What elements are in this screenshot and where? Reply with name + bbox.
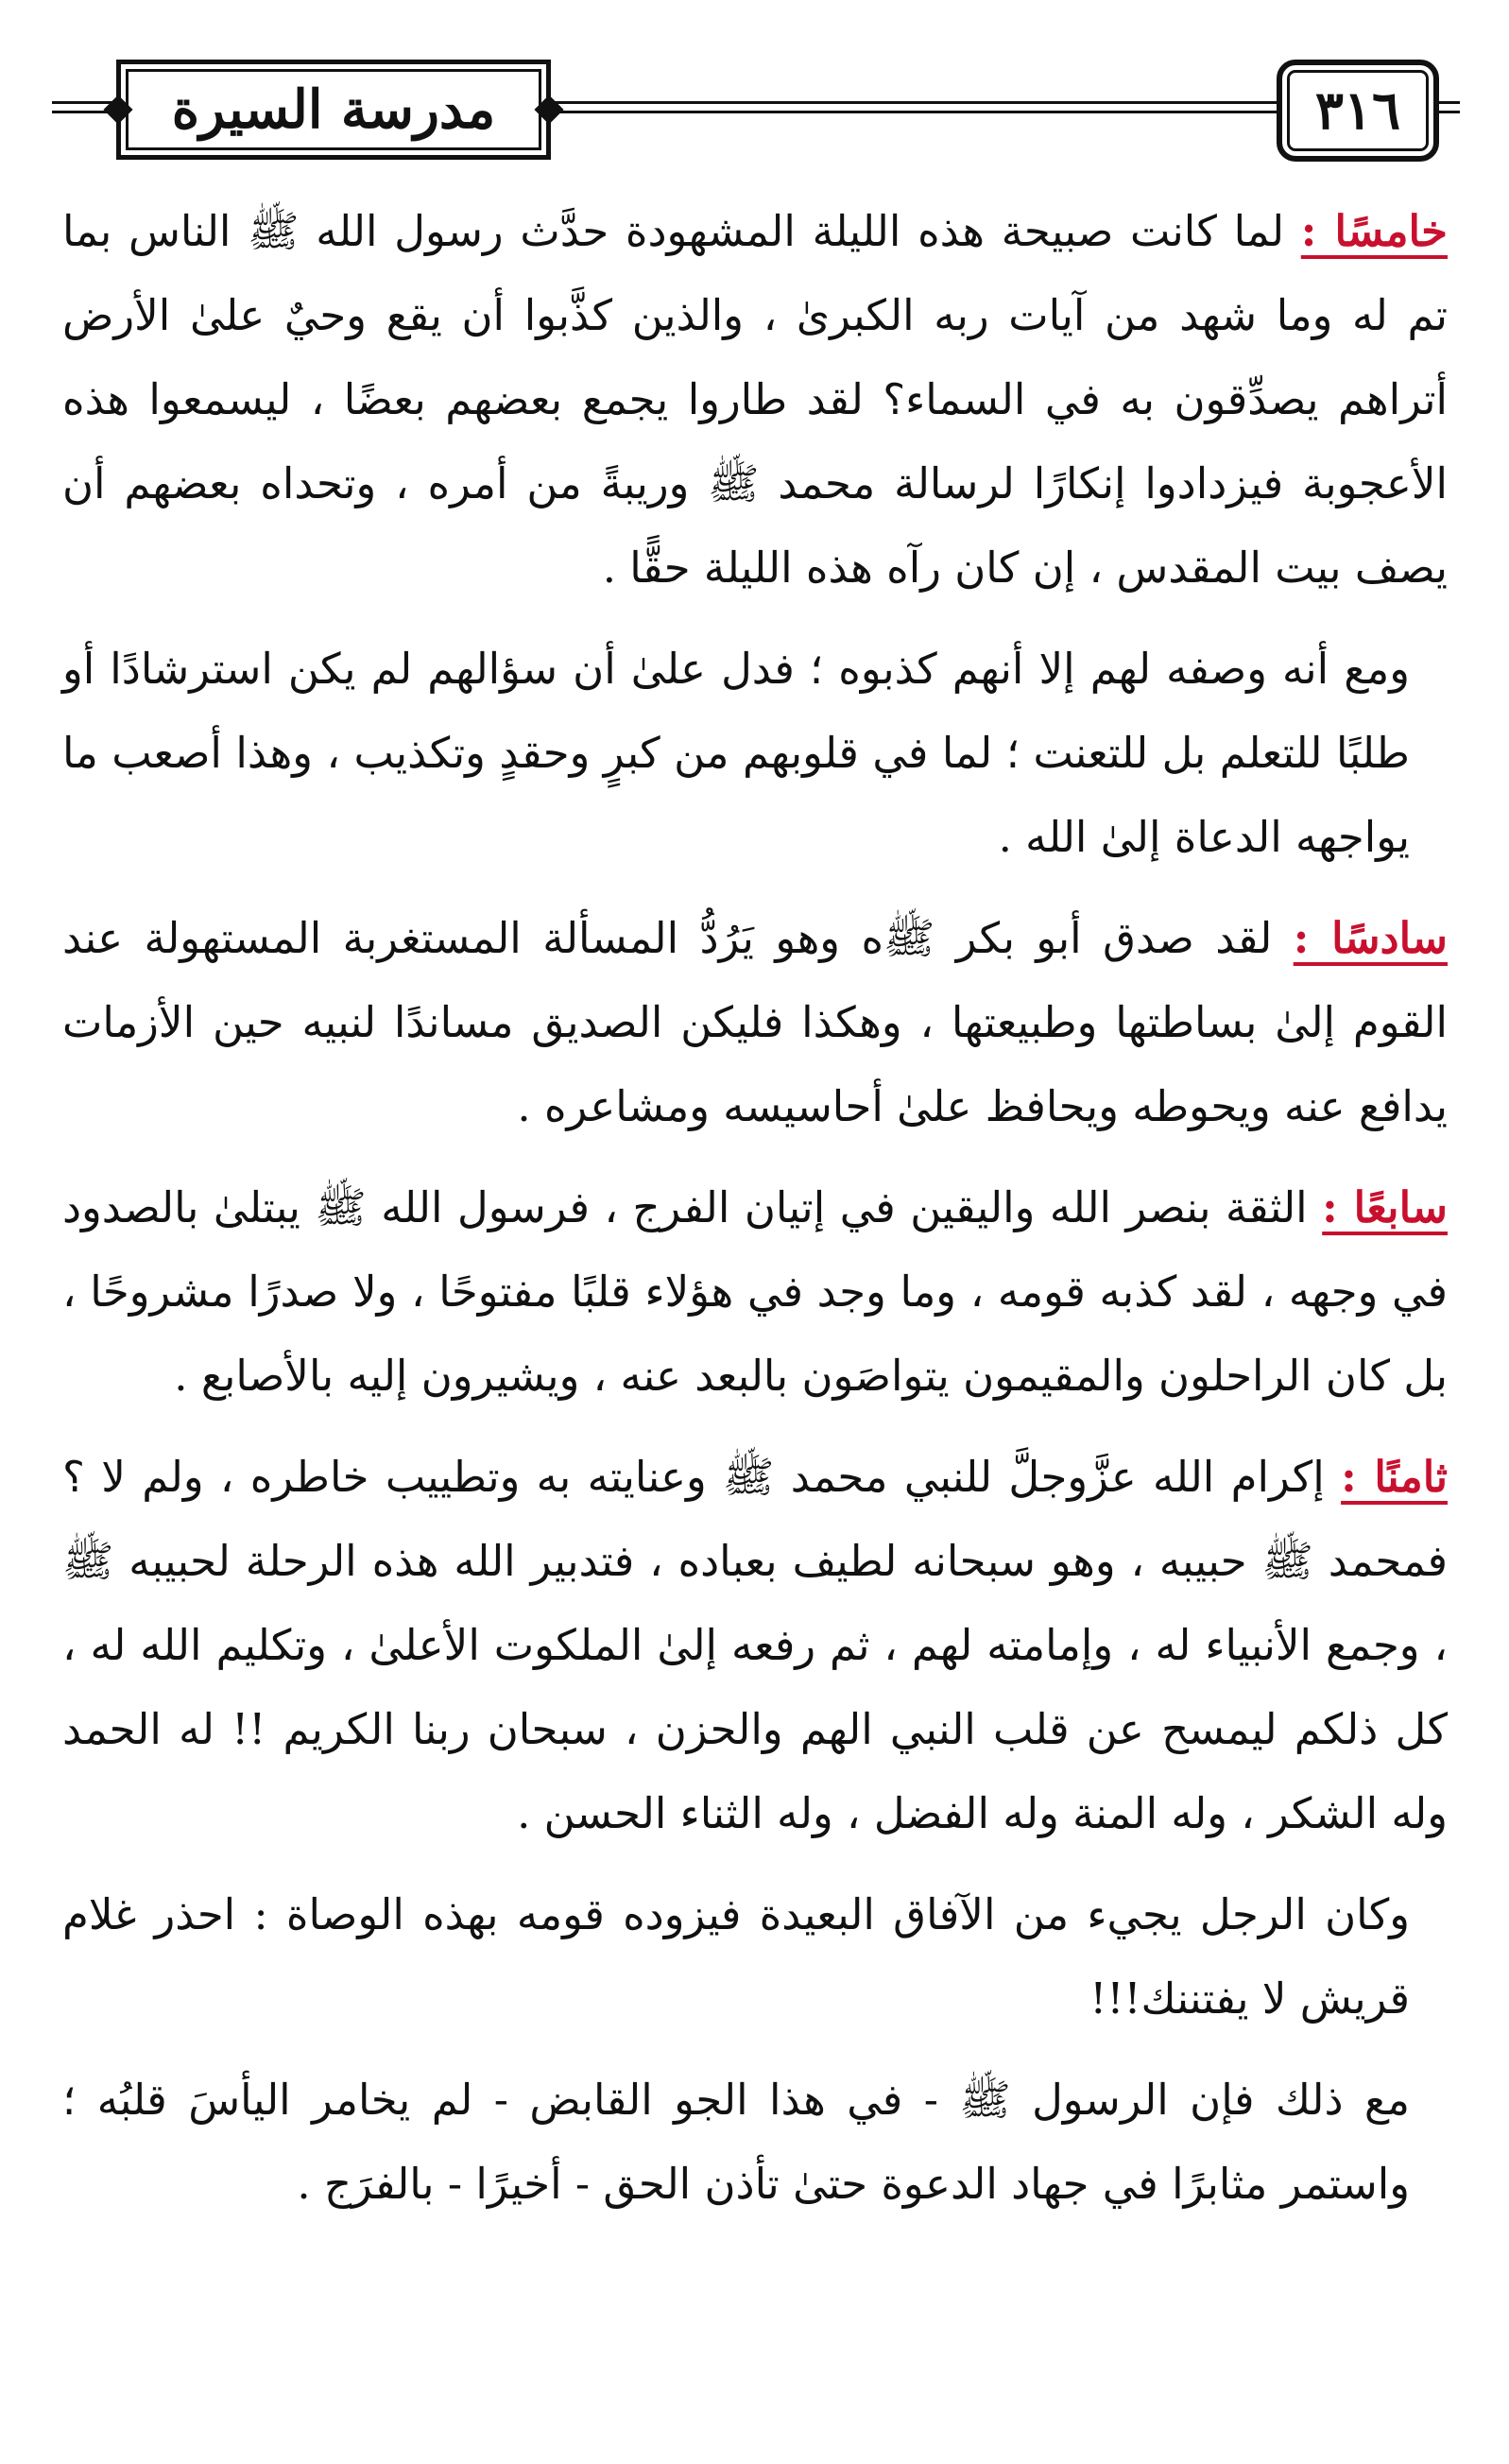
paragraph-seventh — [62, 1165, 1448, 1418]
paragraph-text: مع ذلك فإن الرسول ﷺ - في هذا الجو القابض - لم يخامر اليأسَ قلبُه ؛ واستمر مثابرًا في جهاد الدعوة حتىٰ تأذن الحق - أخيرًا - بالفرَج . — [62, 2075, 1410, 2209]
paragraph-text: وكان الرجل يجيء من الآفاق البعيدة فيزوده قومه بهذه الوصاة : احذر غلام قريش لا يفتننك!!! — [62, 1889, 1410, 2024]
paragraph-label: سادسًا : — [1293, 913, 1449, 963]
paragraph-label: سابعًا : — [1322, 1182, 1448, 1232]
paragraph-text: لما كانت صبيحة هذه الليلة المشهودة حدَّث رسول الله ﷺ الناس بما تم له وما شهد من آيات ربه الكبرىٰ ، والذين كذَّبوا أن يقع وحيٌ علىٰ الأرض أتراهم يصدِّقون به في السماء؟ لقد طاروا يجمع بعضهم بعضًا ، ليسمعوا هذه الأعجوبة فيزدادوا إنكارًا لرسالة محمد ﷺ وريبةً من أمره ، وتحداه بعضهم أن يصف بيت المقدس ، إن كان رآه هذه الليلة حقًّا . — [62, 206, 1448, 593]
paragraph-label: ثامنًا : — [1341, 1452, 1448, 1502]
paragraph-conclusion — [62, 2058, 1448, 2226]
page-header — [52, 52, 1460, 156]
paragraph-text: لقد صدق أبو بكر ﷺه وهو يَرُدُّ المسألة المستغربة المستهولة عند القوم إلىٰ بساطتها وطبيعتها ، وهكذا فليكن الصديق مساندًا لنبيه حين الأزمات يدافع عنه ويحوطه ويحافظ علىٰ أحاسيسه ومشاعره . — [62, 913, 1448, 1131]
page-number: ٣١٦ — [1277, 60, 1439, 162]
paragraph-label: خامسًا : — [1300, 206, 1448, 256]
paragraph-text: ومع أنه وصفه لهم إلا أنهم كذبوه ؛ فدل علىٰ أن سؤالهم لم يكن استرشادًا أو طلبًا للتعلم بل للتعنت ؛ لما في قلوبهم من كبرٍ وحقدٍ وتكذيب ، وهذا أصعب ما يواجهه الدعاة إلىٰ الله . — [62, 644, 1410, 862]
paragraph-eighth — [62, 1435, 1448, 1855]
paragraph-sixth — [62, 896, 1448, 1148]
paragraph-text: إكرام الله عزَّوجلَّ للنبي محمد ﷺ وعنايته به وتطييب خاطره ، ولم لا ؟ فمحمد ﷺ حبيبه ، وهو سبحانه لطيف بعباده ، فتدبير الله هذه الرحلة لحبيبه ﷺ ، وجمع الأنبياء له ، وإمامته لهم ، ثم رفعه إلىٰ الملكوت الأعلىٰ ، وتكليم الله له ، كل ذلكم ليمسح عن قلب النبي الهم والحزن ، سبحان ربنا الكريم !! له الحمد وله الشكر ، وله المنة وله الفضل ، وله الثناء الحسن . — [62, 1452, 1448, 1838]
paragraph-fifth — [62, 189, 1448, 610]
paragraph-continuation — [62, 627, 1448, 879]
paragraph-quraysh-warning — [62, 1872, 1448, 2041]
book-title: مدرسة السيرة — [116, 60, 551, 160]
paragraph-text: الثقة بنصر الله واليقين في إتيان الفرج ، فرسول الله ﷺ يبتلىٰ بالصدود في وجهه ، لقد كذبه قومه ، وما وجد في هؤلاء قلبًا مفتوحًا ، ولا صدرًا مشروحًا ، بل كان الراحلون والمقيمون يتواصَون بالبعد عنه ، ويشيرون إليه بالأصابع . — [62, 1182, 1448, 1401]
page-body — [62, 189, 1448, 2243]
